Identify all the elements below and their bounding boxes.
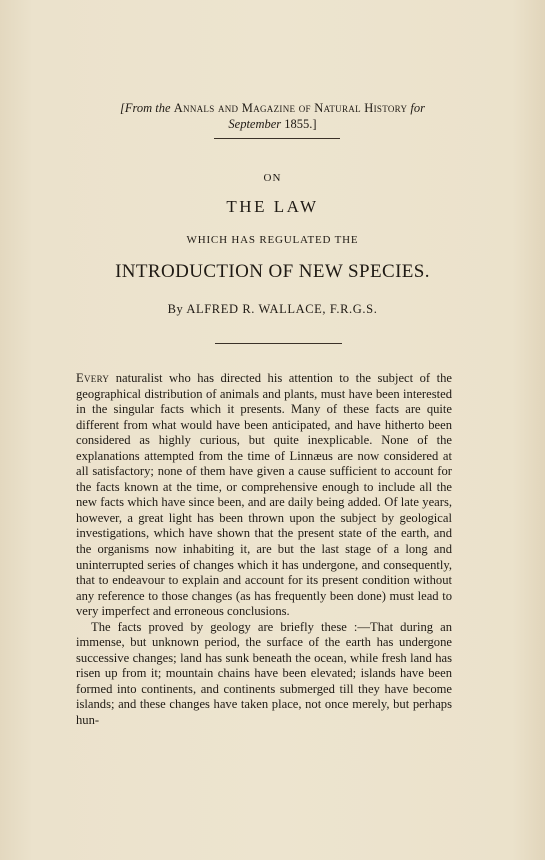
source-note-for: for: [410, 101, 425, 115]
source-note-month: September: [228, 117, 282, 131]
journal-name: Annals and Magazine of Natural History: [173, 101, 408, 115]
header-rule: [214, 138, 340, 139]
source-note-line-2: [0, 116, 545, 132]
title-main: INTRODUCTION OF NEW SPECIES.: [115, 261, 430, 282]
source-note-year: 1855.]: [284, 117, 317, 131]
title-rule: [215, 343, 342, 344]
title-which: WHICH HAS REGULATED THE: [186, 234, 359, 246]
paragraph-2: The facts proved by geology are briefly these :—That during an immense, but unknown period, the surface of the earth has undergone successive changes; land has sunk beneath the ocean, while fresh land has risen up from it; mountain chains have been elevated; islands have been formed into continents, and continents submerged till they have become islands; and these changes have taken place, not once merely, but perhaps hun-: [76, 619, 452, 728]
title-on: ON: [263, 172, 282, 184]
paragraph-1-text: naturalist who has directed his attention to the subject of the geographical distribution of animals and plants, must have been interested in the singular facts which it presents. Many of these facts are quite different from what would have been anticipated, and have hitherto been considered as highly curious, but quite inexplicable. None of the explanations attempted from the time of Linnæus are now considered at all satisfactory; none of them have given a cause sufficient to account for the facts known at the time, or comprehensive enough to include all the new facts which have since been, and are daily being added. Of late years, however, a great light has been thrown upon the subject by geological investigations, which have shown that the present state of the earth, and the organisms now inhabiting it, are but the last stage of a long and uninterrupted series of changes which it has undergone, and consequently, that to endeavour to explain and account for its present condition without any reference to those changes (as has frequently been done) must lead to very imperfect and erroneous conclusions.: [76, 371, 452, 619]
source-note-line-1: [0, 100, 545, 116]
author-byline: By ALFRED R. WALLACE, F.R.G.S.: [167, 302, 378, 316]
lead-word: Every: [76, 371, 110, 385]
source-note: [0, 100, 545, 132]
source-note-from: [From the: [120, 101, 171, 115]
title-the-law: THE LAW: [226, 197, 319, 216]
paragraph-1: [76, 371, 452, 620]
article-body: [76, 371, 452, 729]
